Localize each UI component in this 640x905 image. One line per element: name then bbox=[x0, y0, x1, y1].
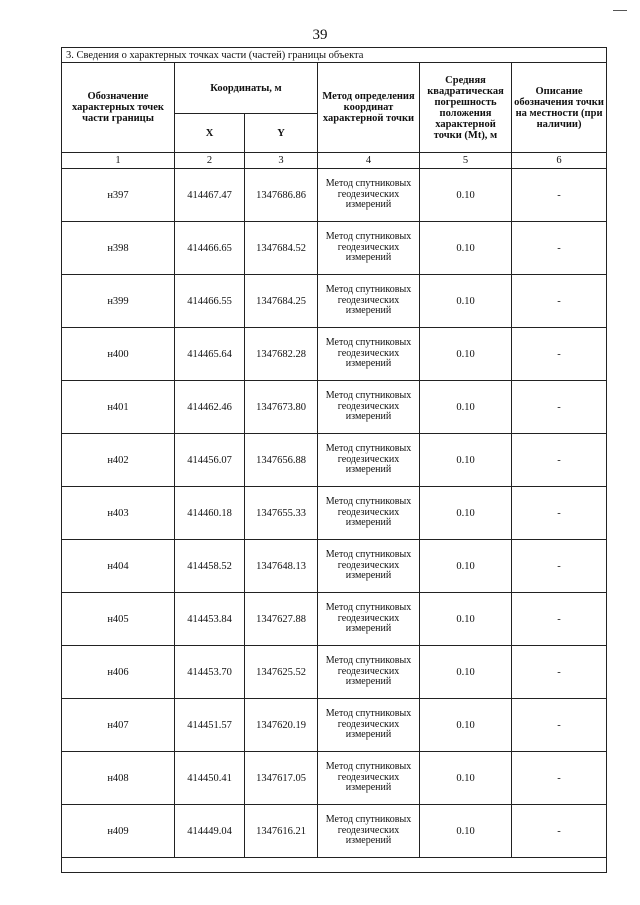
x-coordinate-cell: 414450.41 bbox=[175, 752, 245, 805]
table-row bbox=[62, 381, 607, 434]
header-description: Описание обозначения точки на местности (при наличии) bbox=[512, 63, 607, 153]
scan-mark bbox=[613, 10, 627, 11]
description-cell: - bbox=[512, 434, 607, 487]
empty-footer-row bbox=[62, 858, 607, 873]
y-coordinate-cell: 1347656.88 bbox=[245, 434, 318, 487]
header-y: Y bbox=[245, 114, 318, 153]
method-cell: Метод спутниковых геодезических измерений bbox=[318, 275, 420, 328]
method-cell: Метод спутниковых геодезических измерений bbox=[318, 646, 420, 699]
y-coordinate-cell: 1347655.33 bbox=[245, 487, 318, 540]
x-coordinate-cell: 414460.18 bbox=[175, 487, 245, 540]
table-row bbox=[62, 646, 607, 699]
y-coordinate-cell: 1347684.25 bbox=[245, 275, 318, 328]
column-number: 1 bbox=[62, 153, 175, 169]
description-cell: - bbox=[512, 487, 607, 540]
header-mean-error: Средняя квадратическая погрешность положения характерной точки (Mt), м bbox=[420, 63, 512, 153]
method-cell: Метод спутниковых геодезических измерений bbox=[318, 805, 420, 858]
mean-error-cell: 0.10 bbox=[420, 805, 512, 858]
table-row bbox=[62, 593, 607, 646]
point-cell: н408 bbox=[62, 752, 175, 805]
table-row bbox=[62, 752, 607, 805]
y-coordinate-cell: 1347627.88 bbox=[245, 593, 318, 646]
mean-error-cell: 0.10 bbox=[420, 593, 512, 646]
description-cell: - bbox=[512, 169, 607, 222]
y-coordinate-cell: 1347673.80 bbox=[245, 381, 318, 434]
table-body bbox=[62, 169, 607, 858]
x-coordinate-cell: 414466.55 bbox=[175, 275, 245, 328]
y-coordinate-cell: 1347684.52 bbox=[245, 222, 318, 275]
y-coordinate-cell: 1347625.52 bbox=[245, 646, 318, 699]
point-cell: н402 bbox=[62, 434, 175, 487]
point-cell: н405 bbox=[62, 593, 175, 646]
mean-error-cell: 0.10 bbox=[420, 699, 512, 752]
column-number: 6 bbox=[512, 153, 607, 169]
description-cell: - bbox=[512, 540, 607, 593]
mean-error-cell: 0.10 bbox=[420, 646, 512, 699]
description-cell: - bbox=[512, 381, 607, 434]
column-number-row bbox=[62, 153, 607, 169]
column-number: 4 bbox=[318, 153, 420, 169]
method-cell: Метод спутниковых геодезических измерений bbox=[318, 328, 420, 381]
table-row bbox=[62, 540, 607, 593]
mean-error-cell: 0.10 bbox=[420, 328, 512, 381]
header-method: Метод определения координат характерной точки bbox=[318, 63, 420, 153]
header-x: X bbox=[175, 114, 245, 153]
description-cell: - bbox=[512, 805, 607, 858]
x-coordinate-cell: 414465.64 bbox=[175, 328, 245, 381]
method-cell: Метод спутниковых геодезических измерений bbox=[318, 593, 420, 646]
page-number: 39 bbox=[312, 27, 328, 43]
table-row bbox=[62, 699, 607, 752]
x-coordinate-cell: 414462.46 bbox=[175, 381, 245, 434]
header-coordinates: Координаты, м bbox=[175, 63, 318, 114]
description-cell: - bbox=[512, 699, 607, 752]
method-cell: Метод спутниковых геодезических измерений bbox=[318, 752, 420, 805]
point-cell: н404 bbox=[62, 540, 175, 593]
section-title: 3. Сведения о характерных точках части (частей) границы объекта bbox=[62, 48, 607, 63]
point-cell: н397 bbox=[62, 169, 175, 222]
x-coordinate-cell: 414456.07 bbox=[175, 434, 245, 487]
description-cell: - bbox=[512, 275, 607, 328]
description-cell: - bbox=[512, 593, 607, 646]
section-title-row bbox=[62, 48, 607, 63]
x-coordinate-cell: 414451.57 bbox=[175, 699, 245, 752]
point-cell: н409 bbox=[62, 805, 175, 858]
column-number: 3 bbox=[245, 153, 318, 169]
y-coordinate-cell: 1347616.21 bbox=[245, 805, 318, 858]
table-row bbox=[62, 275, 607, 328]
method-cell: Метод спутниковых геодезических измерений bbox=[318, 434, 420, 487]
x-coordinate-cell: 414449.04 bbox=[175, 805, 245, 858]
y-coordinate-cell: 1347648.13 bbox=[245, 540, 318, 593]
y-coordinate-cell: 1347617.05 bbox=[245, 752, 318, 805]
x-coordinate-cell: 414453.84 bbox=[175, 593, 245, 646]
point-cell: н400 bbox=[62, 328, 175, 381]
mean-error-cell: 0.10 bbox=[420, 434, 512, 487]
point-cell: н399 bbox=[62, 275, 175, 328]
method-cell: Метод спутниковых геодезических измерений bbox=[318, 487, 420, 540]
y-coordinate-cell: 1347686.86 bbox=[245, 169, 318, 222]
description-cell: - bbox=[512, 752, 607, 805]
y-coordinate-cell: 1347620.19 bbox=[245, 699, 318, 752]
x-coordinate-cell: 414458.52 bbox=[175, 540, 245, 593]
mean-error-cell: 0.10 bbox=[420, 169, 512, 222]
coordinates-table bbox=[61, 47, 607, 873]
table-row bbox=[62, 487, 607, 540]
mean-error-cell: 0.10 bbox=[420, 222, 512, 275]
column-number: 5 bbox=[420, 153, 512, 169]
x-coordinate-cell: 414453.70 bbox=[175, 646, 245, 699]
x-coordinate-cell: 414467.47 bbox=[175, 169, 245, 222]
mean-error-cell: 0.10 bbox=[420, 487, 512, 540]
table-row bbox=[62, 169, 607, 222]
empty-cell bbox=[62, 858, 607, 873]
mean-error-cell: 0.10 bbox=[420, 752, 512, 805]
method-cell: Метод спутниковых геодезических измерений bbox=[318, 699, 420, 752]
x-coordinate-cell: 414466.65 bbox=[175, 222, 245, 275]
point-cell: н401 bbox=[62, 381, 175, 434]
table-row bbox=[62, 805, 607, 858]
table-row bbox=[62, 434, 607, 487]
table-row bbox=[62, 328, 607, 381]
method-cell: Метод спутниковых геодезических измерений bbox=[318, 169, 420, 222]
column-number: 2 bbox=[175, 153, 245, 169]
method-cell: Метод спутниковых геодезических измерений bbox=[318, 540, 420, 593]
header-row bbox=[62, 63, 607, 114]
table-row bbox=[62, 222, 607, 275]
mean-error-cell: 0.10 bbox=[420, 540, 512, 593]
point-cell: н403 bbox=[62, 487, 175, 540]
description-cell: - bbox=[512, 222, 607, 275]
mean-error-cell: 0.10 bbox=[420, 381, 512, 434]
mean-error-cell: 0.10 bbox=[420, 275, 512, 328]
method-cell: Метод спутниковых геодезических измерений bbox=[318, 222, 420, 275]
point-cell: н407 bbox=[62, 699, 175, 752]
y-coordinate-cell: 1347682.28 bbox=[245, 328, 318, 381]
point-cell: н406 bbox=[62, 646, 175, 699]
method-cell: Метод спутниковых геодезических измерений bbox=[318, 381, 420, 434]
description-cell: - bbox=[512, 328, 607, 381]
description-cell: - bbox=[512, 646, 607, 699]
point-cell: н398 bbox=[62, 222, 175, 275]
header-point-designation: Обозначение характерных точек части границы bbox=[62, 63, 175, 153]
